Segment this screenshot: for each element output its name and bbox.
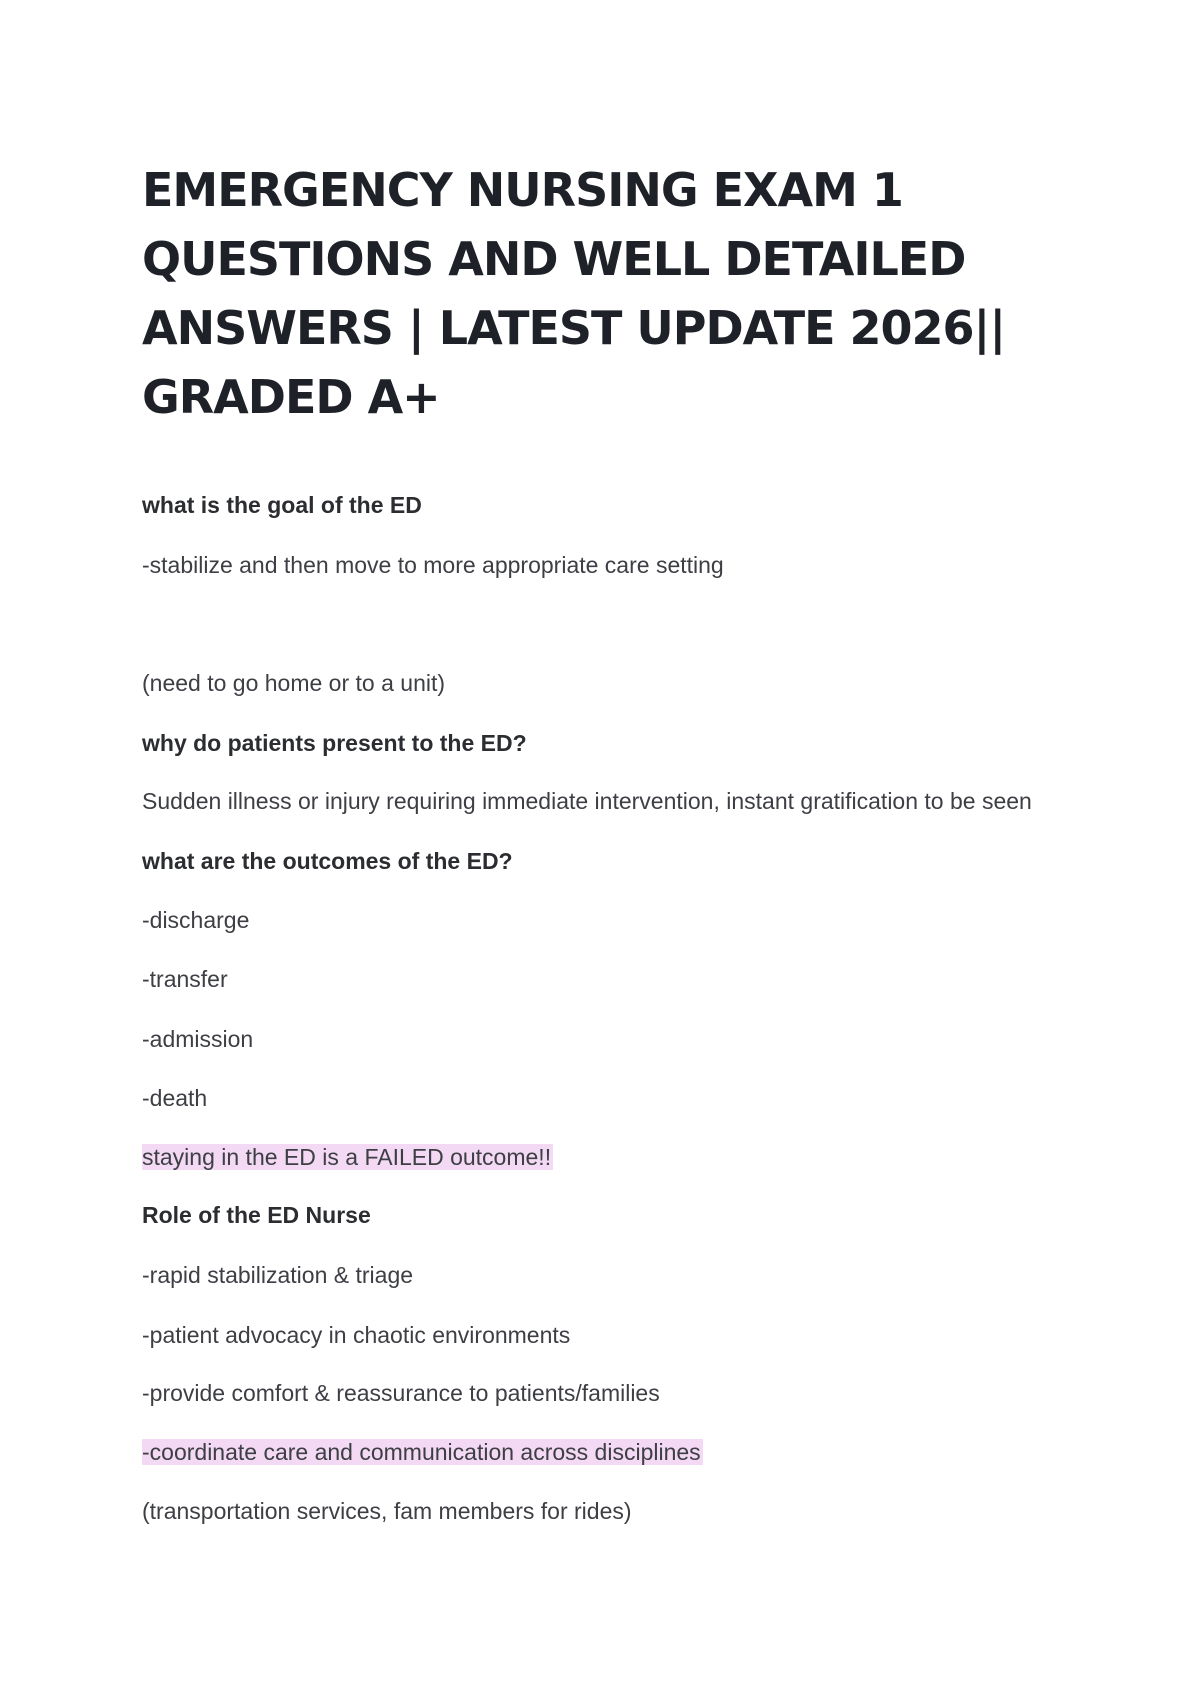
title-line: EMERGENCY NURSING EXAM 1 — [142, 163, 903, 217]
answer-line: -provide comfort & reassurance to patients/families — [142, 1380, 660, 1406]
answer-line: -admission — [142, 1026, 254, 1052]
answer-line: -death — [142, 1085, 208, 1111]
title-line: ANSWERS | LATEST UPDATE 2026|| — [142, 301, 1006, 355]
answer-line: -discharge — [142, 907, 250, 933]
answer-line: (transportation services, fam members for rides) — [142, 1498, 632, 1524]
question-heading: Role of the ED Nurse — [142, 1202, 371, 1228]
answer-line: Sudden illness or injury requiring immediate intervention, instant gratification to be seen — [142, 788, 1032, 814]
highlighted-answer-line — [142, 1142, 553, 1172]
question-heading: what is the goal of the ED — [142, 492, 422, 518]
answer-line: -stabilize and then move to more appropriate care setting — [142, 552, 724, 578]
text-highlight: staying in the ED is a FAILED outcome!! — [142, 1144, 552, 1170]
answer-line: -rapid stabilization & triage — [142, 1262, 414, 1288]
question-heading: why do patients present to the ED? — [142, 730, 527, 756]
question-heading: what are the outcomes of the ED? — [142, 848, 513, 874]
answer-line: -patient advocacy in chaotic environments — [142, 1322, 571, 1348]
answer-line: -transfer — [142, 966, 228, 992]
document-title — [142, 156, 1122, 432]
highlighted-answer-line — [142, 1437, 703, 1467]
title-line: GRADED A+ — [142, 370, 440, 424]
text-highlight: -coordinate care and communication across disciplines — [142, 1439, 701, 1465]
title-line: QUESTIONS AND WELL DETAILED — [142, 232, 966, 286]
answer-line: (need to go home or to a unit) — [142, 670, 446, 696]
